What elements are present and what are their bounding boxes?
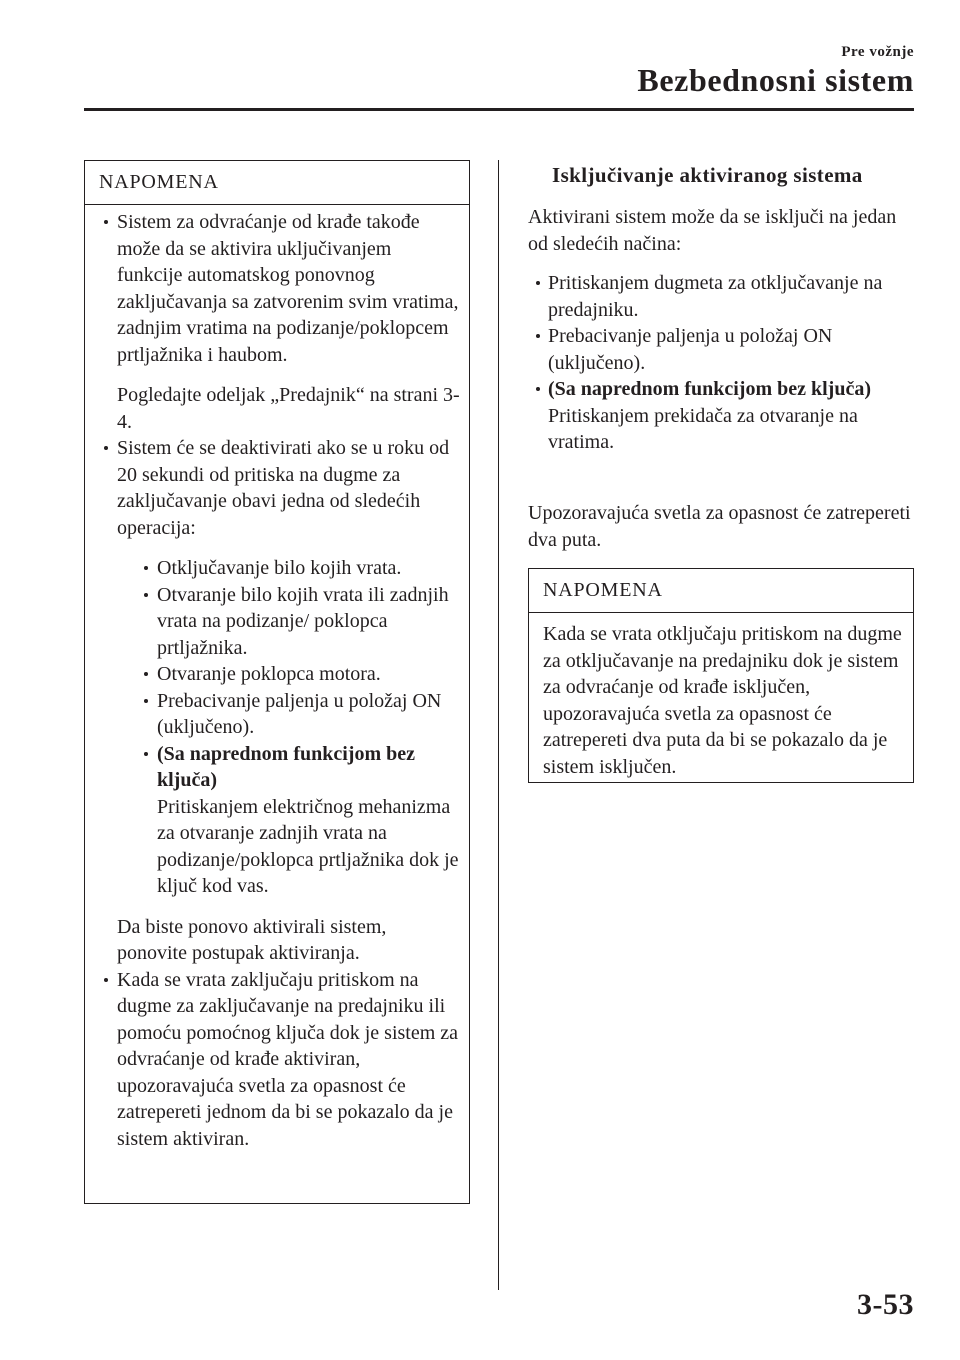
right-note-box xyxy=(528,568,914,783)
left-note-sub-item-5-text: Pritiskanjem električnog mehanizma za otvaranje zadnjih vrata na podizanje/poklopca prtljažnika dok je ključ kod vas. xyxy=(157,795,459,897)
left-note-sub-item-1: Otključavanje bilo kojih vrata. xyxy=(127,555,461,582)
left-note-sub-list xyxy=(127,555,461,900)
left-note-item-2-text: Sistem će se deaktivirati ako se u roku od 20 sekundi od pritiska na dugme za zaključavanje obavi jedna od sledećih operacija: xyxy=(117,437,450,539)
left-note-box xyxy=(84,160,470,1204)
left-note-heading: NAPOMENA xyxy=(85,161,469,205)
section-heading: Isključivanje aktiviranog sistema xyxy=(552,163,863,187)
right-note-body: Kada se vrata otključaju pritiskom na dugme za otključavanje na predajniku dok je sistem za odvraćanje od krađe isključen, upozoravajuća svetla za opasnost će zatrepereti dva puta da bi se pokazalo da je sistem isključen. xyxy=(543,623,902,778)
left-note-sub-item-3: Otvaranje poklopca motora. xyxy=(127,661,461,688)
left-note-item-1 xyxy=(87,209,461,435)
right-list-item-3-text: Pritiskanjem prekidača za otvaranje na vratima. xyxy=(548,404,858,453)
header-section-label: Pre vožnje xyxy=(841,44,914,60)
left-note-sub-item-4: Prebacivanje paljenja u položaj ON (uključeno). xyxy=(127,688,461,741)
page-number: 3-53 xyxy=(857,1288,914,1321)
right-list xyxy=(528,270,914,456)
left-note-sub-item-2: Otvaranje bilo kojih vrata ili zadnjih vrata na podizanje/ poklopca prtljažnika. xyxy=(127,582,461,662)
header-rule xyxy=(84,108,914,111)
right-note-heading: NAPOMENA xyxy=(529,569,913,613)
right-warning-text: Upozoravajuća svetla za opasnost će zatrepereti dva puta. xyxy=(528,502,911,551)
left-note-item-1-text: Sistem za odvraćanje od krađe takođe može da se aktivira uključivanjem funkcije automatskog ponovnog zaključavanja sa zatvorenim svim vratima, zadnjim vratima na podizanje/poklopcem prtljažnika i haubom. xyxy=(117,211,459,366)
right-list-item-3-heading: (Sa naprednom funkcijom bez ključa) xyxy=(528,376,914,403)
page-title: Bezbednosni sistem xyxy=(637,62,914,98)
column-divider xyxy=(498,160,499,1290)
left-note-item-3: Kada se vrata zaključaju pritiskom na dugme za zaključavanje na predajniku ili pomoću pomoćnog ključa dok je sistem za odvraćanje od krađe aktiviran, upozoravajuća svetla za opasnost će zatrepereti jednom da bi se pokazalo da je sistem aktiviran. xyxy=(87,967,461,1153)
left-note-body xyxy=(85,205,469,1152)
right-list-item-1: Pritiskanjem dugmeta za otključavanje na predajniku. xyxy=(528,270,914,323)
right-list-item-2: Prebacivanje paljenja u položaj ON (uključeno). xyxy=(528,323,914,376)
left-note-sub-item-5-heading: (Sa naprednom funkcijom bez ključa) xyxy=(127,741,461,794)
left-note-item-2-after: Da biste ponovo aktivirali sistem, ponovite postupak aktiviranja. xyxy=(117,915,387,964)
left-note-item-2 xyxy=(87,435,461,967)
right-intro-text: Aktivirani sistem može da se isključi na jedan od sledećih načina: xyxy=(528,206,897,255)
left-note-item-1-ref: Pogledajte odeljak „Predajnik“ na strani 3-4. xyxy=(117,384,460,433)
